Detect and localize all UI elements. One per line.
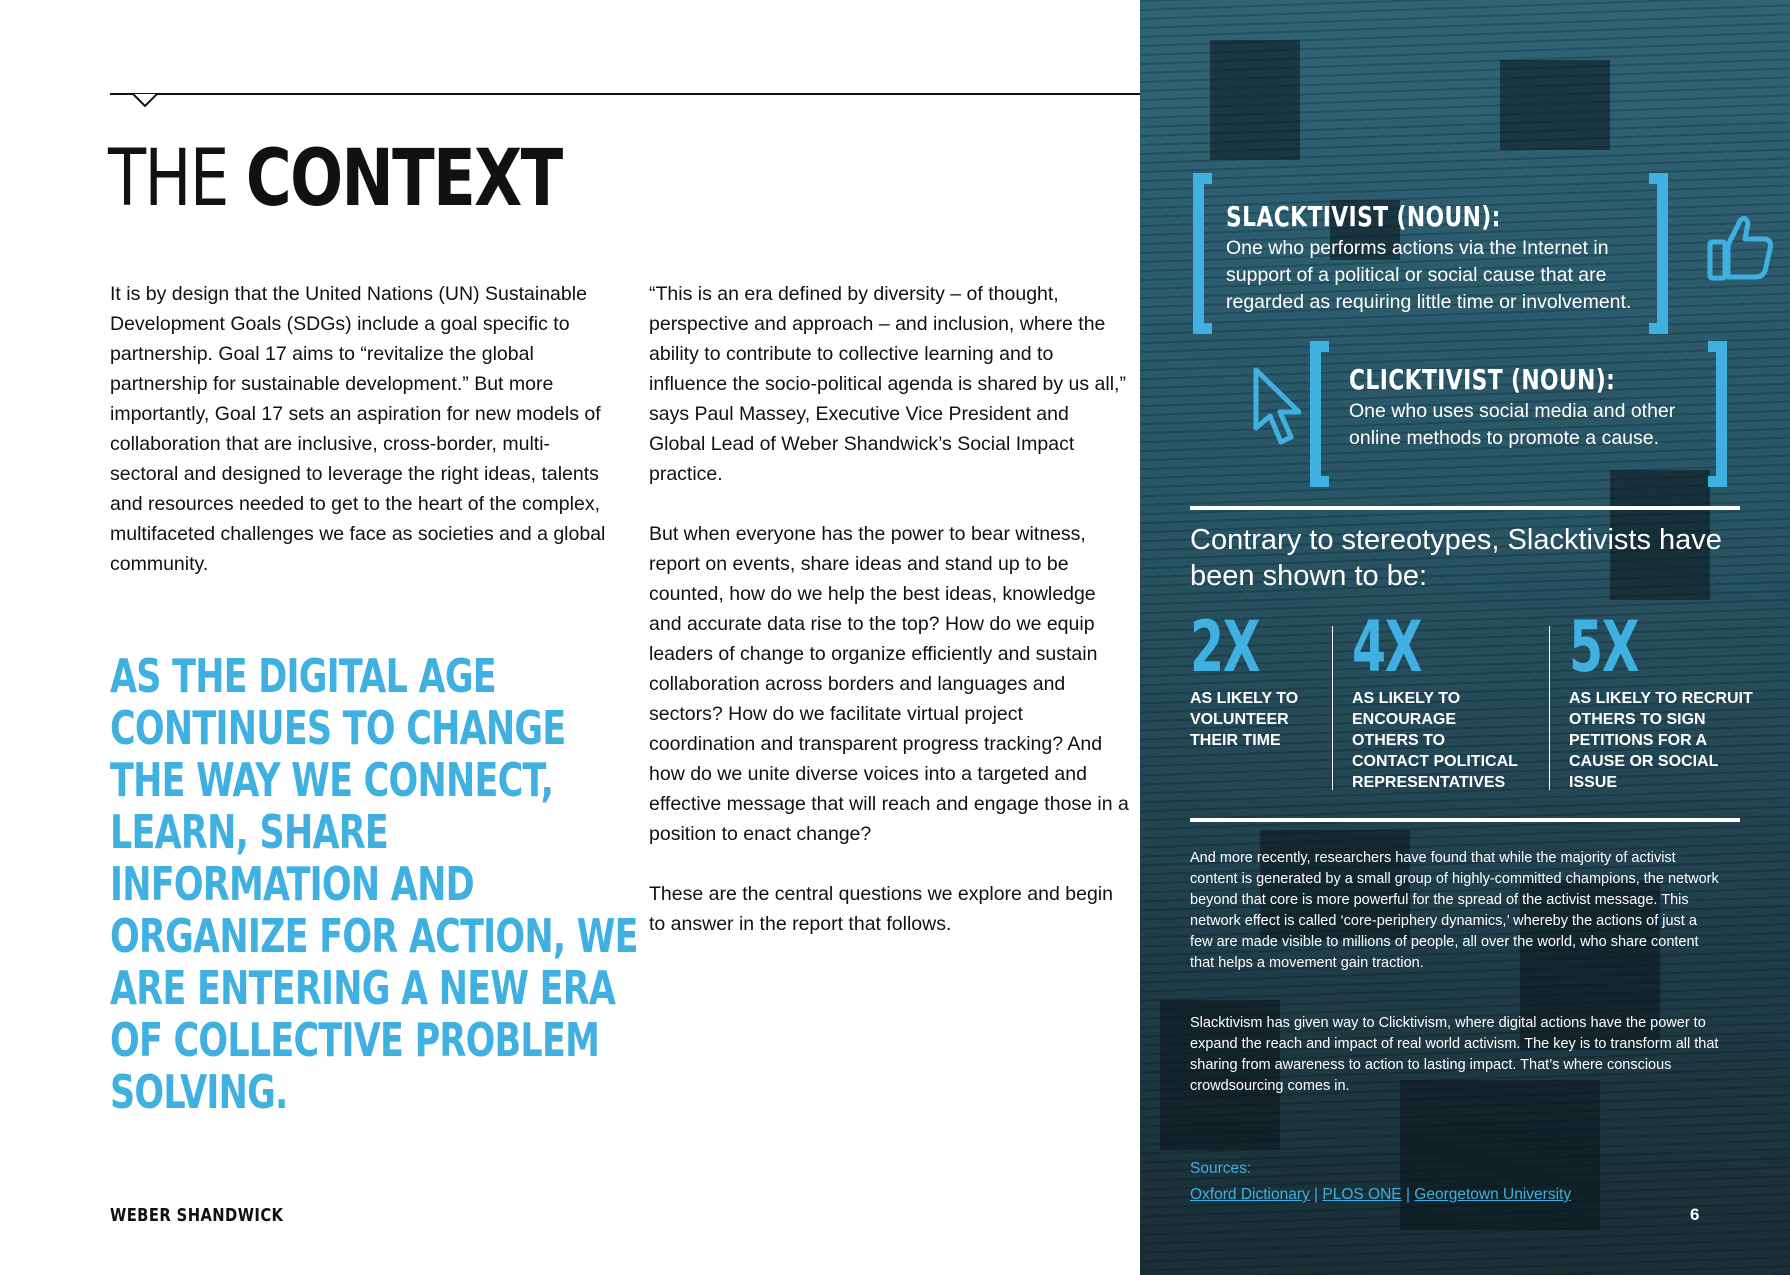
contrary-heading: Contrary to stereotypes, Slacktivists have been shown to be: [1190, 524, 1722, 592]
closing-paragraph: These are the central questions we explore and begin to answer in the report that follows. [649, 883, 1113, 935]
pull-quote: AS THE DIGITAL AGE CONTINUES TO CHANGE THE WAY WE CONNECT, LEARN, SHARE INFORMATION AND ORGANIZE FOR ACTION, WE ARE ENTERING A NEW ERA OF COLLECTIVE PROBLEM SOLVING. [110, 649, 638, 1119]
bracket-left [1193, 173, 1212, 334]
bg-block [1500, 60, 1610, 150]
bracket-left [1310, 341, 1329, 487]
questions-paragraph: But when everyone has the power to bear witness, report on events, share ideas and stand up to be counted, how do we help the best ideas, knowledge and accurate data rise to the top? How do we equip leaders of change to organize efficiently and sustain collaboration across borders and languages and sectors? How do we facilitate virtual project coordination and transparent progress tracking? And how do we unite diverse voices into a targeted and effective message that will reach and engage those in a position to enact change? [649, 523, 1129, 845]
divider [1190, 506, 1740, 510]
slacktivist-definition: One who performs actions via the Internet in support of a political or social cause that are regarded as requiring little time or involvement. [1226, 237, 1632, 313]
sources-label: Sources: [1190, 1160, 1252, 1177]
title-bold: CONTEXT [245, 134, 562, 224]
source-link-plos[interactable]: PLOS ONE [1322, 1186, 1402, 1203]
top-rule [110, 93, 1140, 95]
sidebar-panel [1140, 0, 1790, 1275]
bg-block [1400, 1080, 1600, 1230]
stat-label: AS LIKELY TO ENCOURAGE OTHERS TO CONTACT POLITICAL REPRESENTATIVES [1352, 690, 1518, 791]
research-paragraph: And more recently, researchers have found that while the majority of activist content is generated by a small group of highly-committed champions, the network beyond that core is more powerful for the spread of the activist message. This network effect is called ‘core-periphery dynamics,’ whereby the actions of just a few are made visible to millions of people, all over the world, who share content that helps a movement gain traction. [1190, 850, 1719, 971]
page-number: 6 [1690, 1205, 1700, 1224]
stat-label: AS LIKELY TO VOLUNTEER THEIR TIME [1190, 690, 1299, 749]
sources-list [1190, 1186, 1571, 1204]
page-title [108, 134, 562, 224]
source-link-oxford[interactable]: Oxford Dictionary [1190, 1186, 1310, 1203]
source-link-georgetown[interactable]: Georgetown University [1414, 1186, 1572, 1203]
clicktivist-definition: One who uses social media and other online methods to promote a cause. [1349, 400, 1676, 449]
stat-5x [1569, 606, 1754, 793]
cursor-icon [1250, 366, 1306, 448]
stat-label: AS LIKELY TO RECRUIT OTHERS TO SIGN PETITIONS FOR A CAUSE OR SOCIAL ISSUE [1569, 690, 1753, 791]
divider [1190, 818, 1740, 822]
quote-paragraph: “This is an era defined by diversity – of thought, perspective and approach – and inclusion, where the ability to contribute to collective learning and to influence the socio-political agenda is shared by us all,” says Paul Massey, Executive Vice President and Global Lead of Weber Shandwick’s Social Impact practice. [649, 283, 1126, 485]
stat-value: 5X [1569, 606, 1639, 688]
clicktivist-term: CLICKTIVIST (NOUN): [1349, 363, 1616, 396]
chevron-down-icon [132, 93, 158, 109]
stat-2x [1190, 606, 1330, 751]
intro-paragraph: It is by design that the United Nations (UN) Sustainable Development Goals (SDGs) include a goal specific to partnership. Goal 17 aims to “revitalize the global partnership for sustainable development.” But more importantly, Goal 17 sets an aspiration for new models of collaboration that are inclusive, cross-border, multi-sectoral and designed to leverage the right ideas, talents and resources needed to get to the heart of the complex, multifaceted challenges we face as societies and a global community. [110, 283, 606, 575]
thumbs-up-icon [1704, 209, 1776, 283]
middle-column [649, 279, 1129, 969]
source-separator: | [1405, 1186, 1410, 1203]
stat-divider [1549, 626, 1550, 790]
slacktivist-term: SLACKTIVIST (NOUN): [1226, 200, 1501, 233]
title-light: THE [108, 134, 228, 224]
clicktivism-paragraph: Slacktivism has given way to Clicktivism, where digital actions have the power to expand the reach and impact of real world activism. The key is to transform all that sharing from awareness to action to lasting impact. That’s where conscious crowdsourcing comes in. [1190, 1015, 1719, 1094]
stat-divider [1332, 626, 1333, 790]
stat-value: 4X [1352, 606, 1422, 688]
source-separator: | [1314, 1186, 1319, 1203]
bg-block [1210, 40, 1300, 160]
stat-value: 2X [1190, 606, 1260, 688]
stat-4x [1352, 606, 1522, 793]
brand-logo: WEBER SHANDWICK [110, 1205, 284, 1226]
